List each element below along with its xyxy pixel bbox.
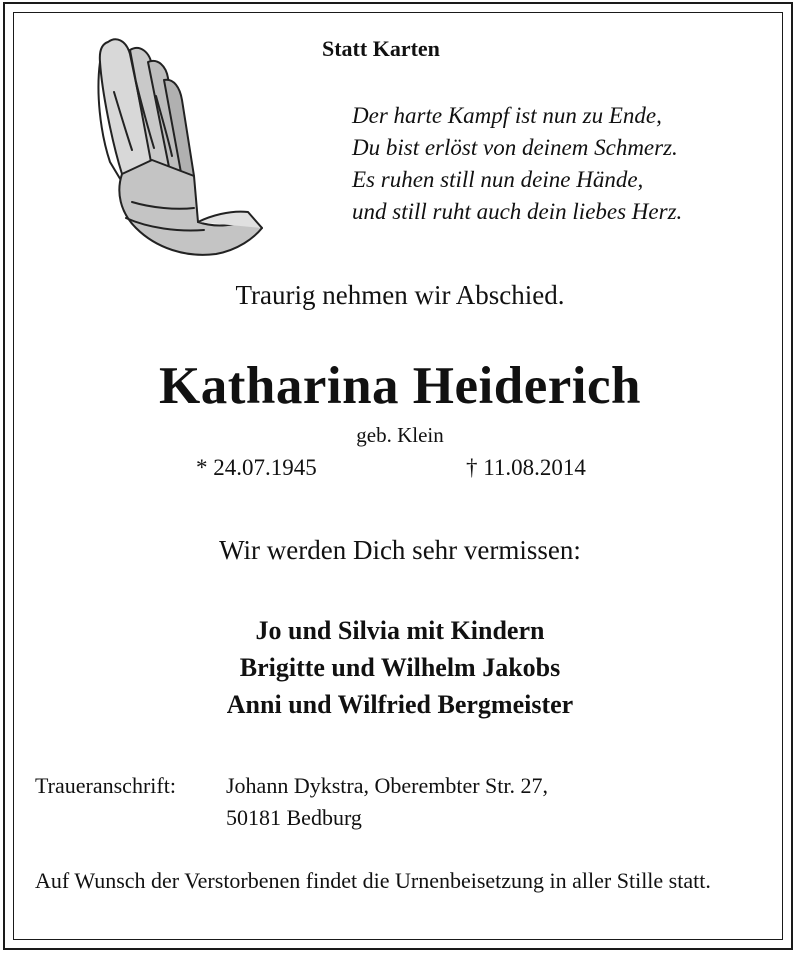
poem-line: Der harte Kampf ist nun zu Ende,: [352, 103, 662, 128]
poem-line: Du bist erlöst von deinem Schmerz.: [352, 135, 678, 160]
mourner-entry: Brigitte und Wilhelm Jakobs: [239, 653, 561, 682]
address-line-1: Johann Dykstra, Oberembter Str. 27,: [226, 773, 548, 798]
statt-karten-header: Statt Karten: [322, 36, 440, 61]
death-date: † 11.08.2014: [466, 455, 586, 480]
burial-notice: Auf Wunsch der Verstorbenen findet die Urnenbeisetzung in aller Stille statt.: [35, 868, 711, 893]
maiden-name: geb. Klein: [356, 423, 444, 447]
deceased-name: Katharina Heiderich: [158, 357, 642, 415]
farewell-text: Wir werden Dich sehr vermissen:: [219, 535, 581, 565]
address-line-2: 50181 Bedburg: [226, 805, 362, 830]
poem-line: Es ruhen still nun deine Hände,: [352, 167, 644, 192]
address-label: Traueranschrift:: [35, 773, 176, 798]
mourner-entry: Jo und Silvia mit Kindern: [255, 616, 545, 645]
poem-line: und still ruht auch dein liebes Herz.: [352, 199, 683, 224]
poem: [352, 100, 682, 228]
mourners-list: [0, 612, 800, 723]
birth-date: * 24.07.1945: [196, 455, 317, 480]
praying-hands-icon: [86, 32, 271, 264]
mourner-entry: Anni und Wilfried Bergmeister: [226, 690, 574, 719]
intro-text: Traurig nehmen wir Abschied.: [235, 280, 565, 310]
